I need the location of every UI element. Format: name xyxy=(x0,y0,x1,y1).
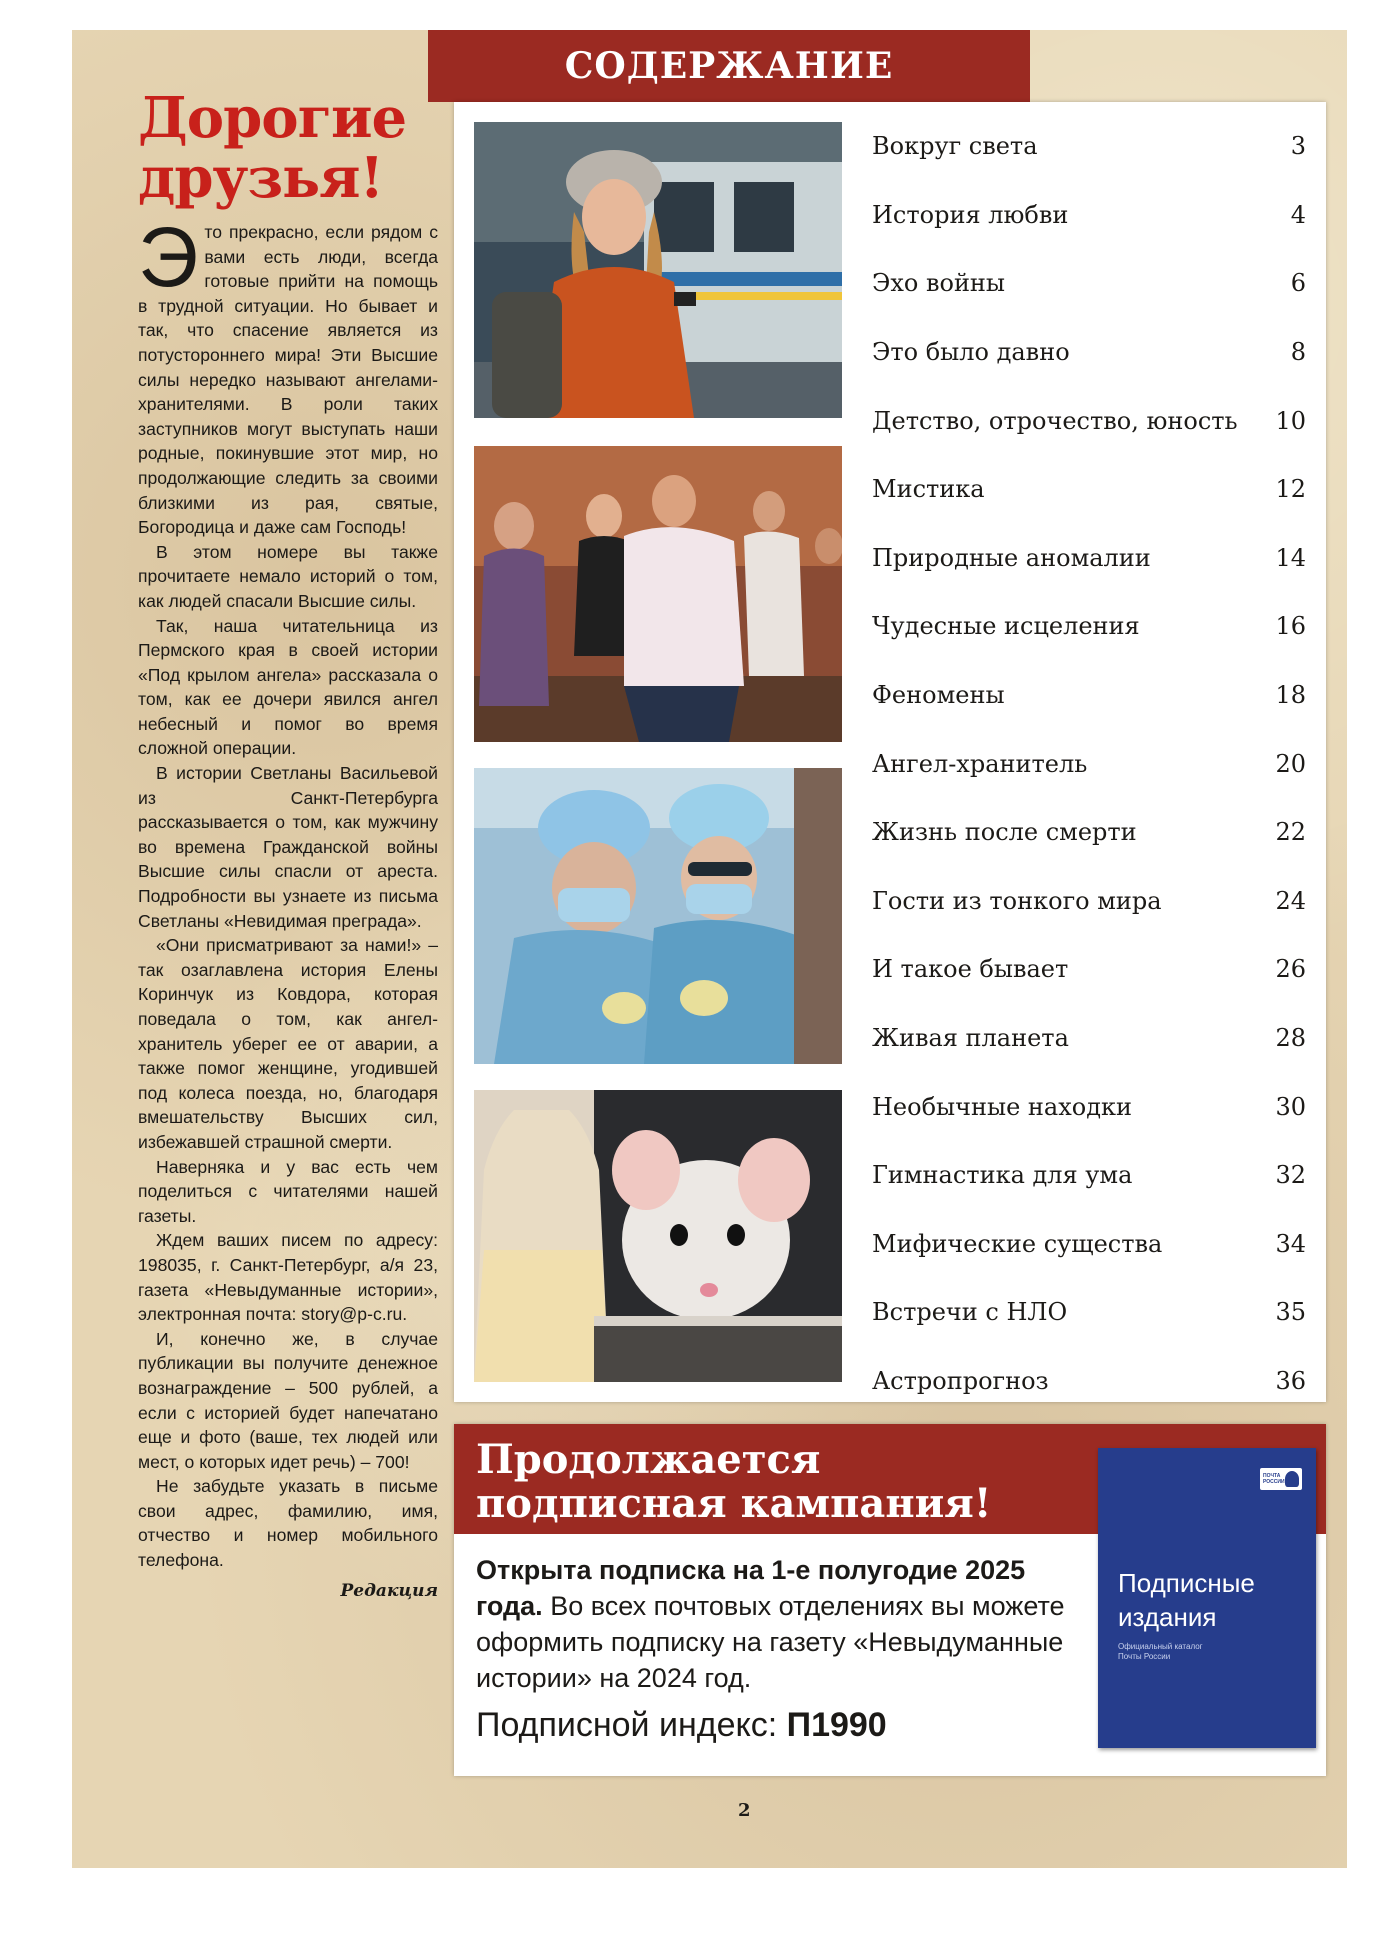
editorial-signature: Редакция xyxy=(340,1580,438,1601)
subscription-index-value: П1990 xyxy=(786,1706,887,1744)
toc-item-title: Встречи с НЛО xyxy=(872,1298,1068,1327)
toc-item-page: 16 xyxy=(1275,612,1306,641)
toc-item[interactable] xyxy=(872,1141,1306,1210)
toc-item-page: 26 xyxy=(1275,955,1306,984)
toc-item[interactable] xyxy=(872,112,1306,181)
russian-post-logo-icon: ПОЧТА РОССИИ xyxy=(1260,1468,1302,1490)
toc-item-page: 3 xyxy=(1290,132,1306,161)
subscription-title: Продолжается подписная кампания! xyxy=(476,1436,992,1527)
toc-item[interactable] xyxy=(872,867,1306,936)
contents-panel xyxy=(454,102,1326,1402)
toc-item-title: Детство, отрочество, юность xyxy=(872,406,1238,435)
editorial-body xyxy=(138,210,438,1573)
toc-item-title: Чудесные исцеления xyxy=(872,612,1140,641)
photo-dancing-people xyxy=(474,446,842,742)
editorial-title-line1: Дорогие xyxy=(138,85,407,151)
editorial-paragraph: Не забудьте указать в письме свои адрес, фамилию, имя, отчество и номер мобильного телефона. xyxy=(138,1476,438,1571)
contents-header: СОДЕРЖАНИЕ xyxy=(428,30,1030,102)
editorial-paragraph: В этом номере вы также прочитаете немало историй о том, как людей спасали Высшие силы. xyxy=(138,541,438,611)
toc-item-title: Это было давно xyxy=(872,338,1070,367)
toc-item-title: Мифические существа xyxy=(872,1229,1163,1258)
toc-item-page: 28 xyxy=(1275,1024,1306,1053)
toc-item[interactable] xyxy=(872,249,1306,318)
toc-item-page: 35 xyxy=(1275,1298,1306,1327)
toc-item-title: Природные аномалии xyxy=(872,543,1151,572)
toc-item-page: 6 xyxy=(1290,269,1306,298)
toc-item-page: 8 xyxy=(1290,338,1306,367)
toc-item[interactable] xyxy=(872,455,1306,524)
editorial-column xyxy=(138,85,438,1601)
editorial-paragraph: Так, наша читательница из Пермского края в своей истории «Под крылом ангела» рассказала о том, как ее дочери явился ангел небесный и помог во время сложной операции. xyxy=(138,615,438,759)
toc-item[interactable] xyxy=(872,1347,1306,1416)
editorial-title-line2: друзья! xyxy=(138,145,384,211)
photo-traveler-train xyxy=(474,122,842,418)
subscription-text: Открыта подписка на 1-е полугодие 2025 года. Во всех почтовых отделениях вы можете оформить подписку на газету «Невыдуманные истории» на 2024 год. xyxy=(476,1555,1065,1693)
editorial-title xyxy=(138,85,438,211)
toc-item-title: Гости из тонкого мира xyxy=(872,886,1162,915)
catalog-title: Подписные издания xyxy=(1118,1568,1255,1632)
toc-item-page: 36 xyxy=(1275,1366,1306,1395)
toc-item-page: 12 xyxy=(1275,475,1306,504)
toc-item-page: 10 xyxy=(1275,406,1306,435)
toc-item-title: И такое бывает xyxy=(872,955,1069,984)
toc-item-page: 24 xyxy=(1275,886,1306,915)
toc-item-title: Астропрогноз xyxy=(872,1366,1049,1395)
toc-item-title: Мистика xyxy=(872,475,985,504)
editorial-paragraph: И, конечно же, в случае публикации вы получите денежное вознаграждение – 500 рублей, а если с историей будет напечатано еще и фото (ваше, тех людей или мест, о которых идет речь) – 700! xyxy=(138,1328,438,1472)
editorial-paragraph: Ждем ваших писем по адресу: 198035, г. Санкт-Петербург, а/я 23, газета «Невыдуманные истории», электронная почта: story@p-c.ru. xyxy=(138,1230,438,1325)
toc-item-title: Жизнь после смерти xyxy=(872,818,1137,847)
toc-item-title: Вокруг света xyxy=(872,132,1038,161)
photo-surgeons xyxy=(474,768,842,1064)
page-number: 2 xyxy=(738,1800,751,1821)
toc-item-title: История любви xyxy=(872,200,1069,229)
toc-item[interactable] xyxy=(872,1004,1306,1073)
toc-item[interactable] xyxy=(872,798,1306,867)
toc-item-page: 22 xyxy=(1275,818,1306,847)
toc-item[interactable] xyxy=(872,592,1306,661)
toc-item-title: Необычные находки xyxy=(872,1092,1132,1121)
catalog-subtitle: Официальный каталог Почты России xyxy=(1118,1642,1203,1661)
toc-item-page: 14 xyxy=(1275,543,1306,572)
toc-item[interactable] xyxy=(872,181,1306,250)
editorial-paragraph: «Они присматривают за нами!» – так озаглавлена история Елены Коринчук из Ковдора, которая поведала о том, как ангел-хранитель уберег ее от аварии, а также помог женщине, угодившей под колеса поезда, но, благодаря вмешательству Высших сил, избежавшей страшной смерти. xyxy=(138,935,438,1152)
toc-item[interactable] xyxy=(872,661,1306,730)
subscription-index: Подписной индекс: П1990 xyxy=(476,1706,887,1744)
toc-item[interactable] xyxy=(872,318,1306,387)
toc-item[interactable] xyxy=(872,1278,1306,1347)
toc-item-page: 34 xyxy=(1275,1229,1306,1258)
toc-item-page: 20 xyxy=(1275,749,1306,778)
editorial-paragraph: Наверняка и у вас есть чем поделиться с читателями нашей газеты. xyxy=(138,1156,438,1226)
toc-item-title: Гимнастика для ума xyxy=(872,1161,1133,1190)
toc-item[interactable] xyxy=(872,1072,1306,1141)
toc-item-title: Живая планета xyxy=(872,1024,1069,1053)
toc-item[interactable] xyxy=(872,386,1306,455)
newspaper-page xyxy=(72,30,1347,1868)
toc-item-title: Эхо войны xyxy=(872,269,1006,298)
toc-item-page: 4 xyxy=(1290,200,1306,229)
toc-item-page: 18 xyxy=(1275,681,1306,710)
toc-item-title: Феномены xyxy=(872,681,1005,710)
subscription-block xyxy=(454,1424,1326,1776)
editorial-paragraph: В истории Светланы Васильевой из Санкт-Петербурга рассказывается о том, как мужчину во времена Гражданской войны Высшие силы спасли от ареста. Подробности вы узнаете из письма Светланы «Невидимая преграда». xyxy=(138,763,438,931)
editorial-paragraph: Это прекрасно, если рядом с вами есть люди, всегда готовые прийти на помощь в трудной ситуации. Но бывает и так, что спасение является из потустороннего мира! Эти Высшие силы нередко называют ангелами-хранителями. В роли таких заступников могут выступать наши родные, покинувшие этот мир, но продолжающие следить за своими близкими из рая, святые, Богородица и даже сам Господь! xyxy=(138,210,438,538)
table-of-contents xyxy=(872,112,1306,1415)
toc-item-page: 30 xyxy=(1275,1092,1306,1121)
photo-mouse-bottle xyxy=(474,1090,842,1382)
toc-item[interactable] xyxy=(872,524,1306,593)
toc-item[interactable] xyxy=(872,1210,1306,1279)
catalog-cover xyxy=(1098,1448,1316,1748)
toc-item-title: Ангел-хранитель xyxy=(872,749,1088,778)
drop-cap: Э xyxy=(138,210,199,304)
toc-item[interactable] xyxy=(872,729,1306,798)
toc-item-page: 32 xyxy=(1275,1161,1306,1190)
toc-item[interactable] xyxy=(872,935,1306,1004)
